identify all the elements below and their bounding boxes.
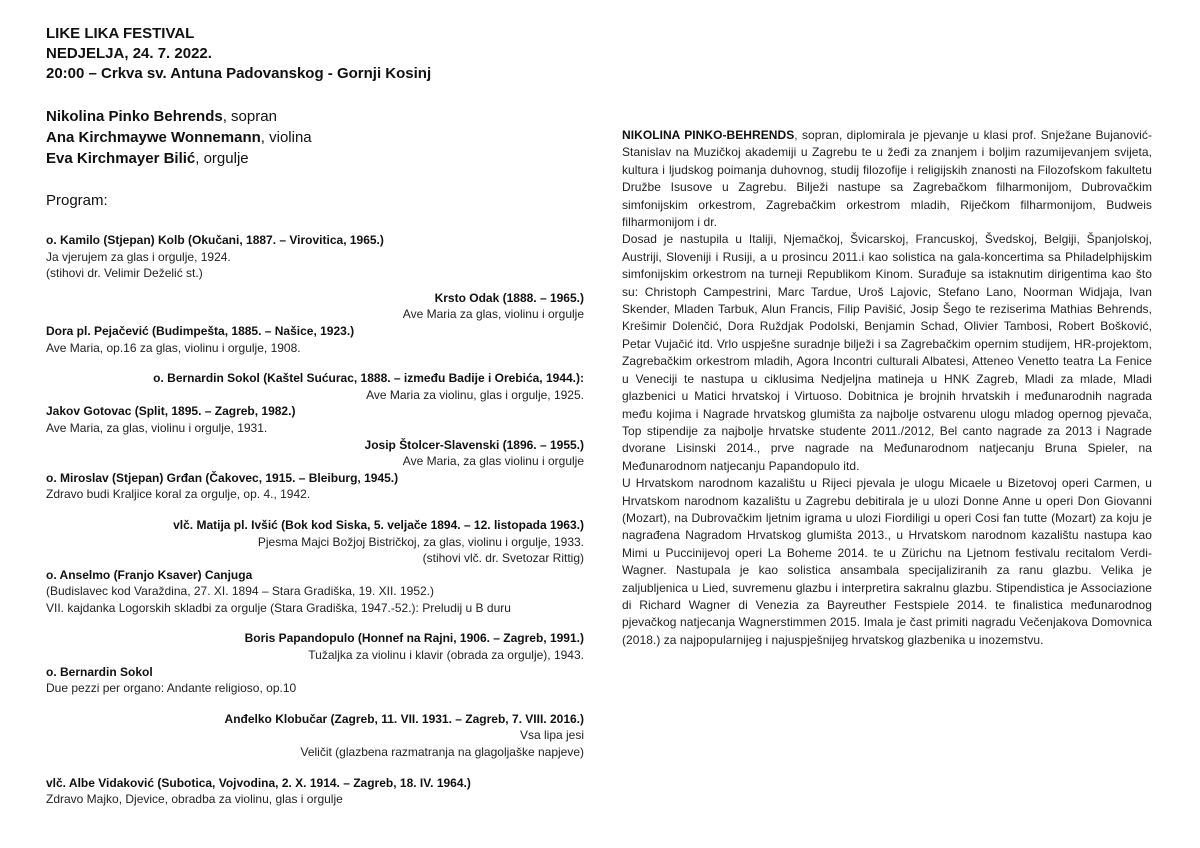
work-papandopulo: Tužaljka za violinu i klavir (obrada za orgulje), 1943. [308,648,584,663]
work-sokol-2: Due pezzi per organo: Andante religioso, op.10 [46,681,297,696]
work-slavenski: Ave Maria, za glas violinu i orgulje [402,454,584,469]
work-ivsic: Pjesma Majci Božjoj Bistričkoj, za glas, violinu i orgulje, 1933. [257,534,584,549]
bio-paragraph-2: Dosad je nastupila u Italiji, Njemačkoj, Švicarskoj, Francuskoj, Švedskoj, Belgiji, Španjolskoj, Austriji, Sloveniji i Rusiji, a u prosincu 2011.i kao solistica na gala-koncertima sa Philadelphijskim simfonijskim orkestrom na turneji Republikom Kinom. Surađuje sa istaknutim dirigentima kao što su: Christoph Campestrini, Marc Tardue, Uroš Lajovic, Stefano Lano, Noorman Widjaja, Ivan Skender, Mladen Tarbuk, Alun Francis, Filip Pavišić, Josip Šego te reziserima Mathias Behrends, Krešimir Dolenčić, Dora Ruždjak Podolski, Benjamin Schad, Olivier Tambosi, Robert Bošković, Petar Vujačić itd. Vrlo uspješne suradnje bilježi i sa Zagrebačkim opernim studijem, HR-projektom, Zagrebačkim orkestrom mladih, Agora Incontri culturali Albatesi, Atteneo Venetto teatra La Fenice u Veneciji te nastupa u ciklusima Nedjeljna matineja u HNK Zagreb, Mladi za mlade, Mladi glazbenici u Matici hrvatskoj i Virtuoso. Dobitnica je brojnih hrvatskih i međunarodnih nagrada među kojima i Nagrade hrvatskog glumišta za najbolje ostvarenu ulogu mladog opernog pjevača, Top stipendije za najbolje hrvatske studente 2011./2012, Bel canto nagrade za 2013 i Nagrade dvorane Lisinski 2014., prve nagrade na Međunarodnom natjecanju Bruna Spieler, na Međunarodnom natjecanju Papandopulo itd. [622,232,1152,473]
composer-klobucar: Anđelko Klobučar (Zagreb, 11. VII. 1931. – Zagreb, 7. VIII. 2016.) [224,711,584,726]
program-column [46,24,584,808]
composer-sokol-2: o. Bernardin Sokol [46,664,153,679]
composer-slavenski: Josip Štolcer-Slavenski (1896. – 1955.) [364,437,584,452]
program-list [46,232,584,808]
performers-list [46,106,584,169]
performer-violin: Ana Kirchmaywe Wonnemann, violina [46,129,312,146]
work-klobucar-1: Vsa lipa jesi [519,728,584,743]
work-odak: Ave Maria za glas, violinu i orgulje [402,307,584,322]
bio-paragraph-1: NIKOLINA PINKO-BEHRENDS, sopran, diplomirala je pjevanje u klasi prof. Snježane Bujanović-Stanislav na Muzičkoj akademiji u Zagrebu te u žeđi za znanjem i boljim razumijevanjem svijeta, kultura i ljudskog poimanja duhovnog, studij filozofije i religijskih znanosti na Filozofskom fakultetu Družbe Isusove u Zagrebu. Bilježi nastupe sa Zagrebačkom filharmonijom, Dubrovačkim simfonijskim orkestrom, Zagrebačkim orkestrom mladih, Riječkom filharmonijom, Budweis filharmonijom i dr. [622,128,1152,230]
work-sokol: Ave Maria za violinu, glas i orgulje, 1925. [366,387,584,402]
bio-name: NIKOLINA PINKO-BEHRENDS [622,128,795,142]
composer-sokol: o. Bernardin Sokol (Kaštel Sućurac, 1888. – između Badije i Orebića, 1944.): [153,371,584,386]
festival-title: LIKE LIKA FESTIVAL [46,25,195,42]
work-canjuga: VII. kajdanka Logorskih skladbi za orgulje (Stara Gradiška, 1947.-52.): Preludij u B duru [46,600,511,615]
program-heading: Program: [46,192,108,209]
concert-venue: 20:00 – Crkva sv. Antuna Padovanskog - Gornji Kosinj [46,65,432,82]
composer-kolb: o. Kamilo (Stjepan) Kolb (Okučani, 1887. – Virovitica, 1965.) [46,233,384,247]
bio-paragraph-3: U Hrvatskom narodnom kazalištu u Rijeci pjevala je ulogu Micaele u Bizetovoj operi Carmen, u Hrvatskom narodnom kazalištu u Zagrebu debitirala je u ulozi Donne Anne u operi Don Giovanni (Mozart), na Dubrovačkim ljetnim igrama u ulozi Fiordiligi u operi Cosi fan tutte (Mozart) za koju je nagrađena Nagradom Hrvatskog glumišta 2013., u Hrvatskom narodnom kazalištu nastupa kao Mimi u Puccinijevoj operi La Boheme 2014. te u Zürichu na Ljetnom festivalu recitalom Verdi-Wagner. Nastupala je kao solistica ansambala specijaliziranih za ranu glazbu. Velika je zaljubljenica u Lied, suvremenu glazbu i interpretira sakralnu glazbu. Stipendistica je Associazione di Richard Wagner di Venezia za Bayreuther Festspiele 2014. te finalistica međunarodnog pjevačkog natjecanja Wagnerstimmen 2015. Imala je čast primiti nagradu Večenjakova Domovnica (2018.) za najpopularnijeg i najuspješnijeg hrvatskog glazbenika u inozemstvu. [622,476,1152,647]
performer-soprano: Nikolina Pinko Behrends, sopran [46,108,277,125]
concert-date: NEDJELJA, 24. 7. 2022. [46,45,212,62]
composer-gotovac: Jakov Gotovac (Split, 1895. – Zagreb, 1982.) [46,404,296,419]
biography-column [622,127,1152,649]
composer-canjuga: o. Anselmo (Franjo Ksaver) Canjuga [46,567,253,582]
work-grdan: Zdravo budi Kraljice koral za orgulje, op. 4., 1942. [46,487,311,502]
note-kolb: (stihovi dr. Velimir Deželić st.) [46,266,203,281]
work-vidakovic: Zdravo Majko, Djevice, obradba za violinu, glas i orgulje [46,792,343,807]
composer-grdan: o. Miroslav (Stjepan) Grđan (Čakovec, 1915. – Bleiburg, 1945.) [46,470,399,485]
note-canjuga: (Budislavec kod Varaždina, 27. XI. 1894 – Stara Gradiška, 19. XII. 1952.) [46,584,434,599]
work-klobucar-2: Veličit (glazbena razmatranja na glagoljaške napjeve) [300,745,584,760]
composer-pejacevic: Dora pl. Pejačević (Budimpešta, 1885. – Našice, 1923.) [46,323,355,338]
composer-ivsic: vlč. Matija pl. Ivšić (Bok kod Siska, 5. veljače 1894. – 12. listopada 1963.) [173,517,584,532]
work-pejacevic: Ave Maria, op.16 za glas, violinu i orgulje, 1908. [46,340,301,355]
note-ivsic: (stihovi vlč. dr. Svetozar Rittig) [422,551,584,566]
work-gotovac: Ave Maria, za glas, violinu i orgulje, 1931. [46,420,268,435]
performer-organ: Eva Kirchmayer Bilić, orgulje [46,150,249,167]
composer-papandopulo: Boris Papandopulo (Honnef na Rajni, 1906. – Zagreb, 1991.) [244,631,584,646]
composer-odak: Krsto Odak (1888. – 1965.) [434,290,584,305]
composer-vidakovic: vlč. Albe Vidaković (Subotica, Vojvodina, 2. X. 1914. – Zagreb, 18. IV. 1964.) [46,775,471,790]
work-kolb: Ja vjerujem za glas i orgulje, 1924. [46,249,231,264]
